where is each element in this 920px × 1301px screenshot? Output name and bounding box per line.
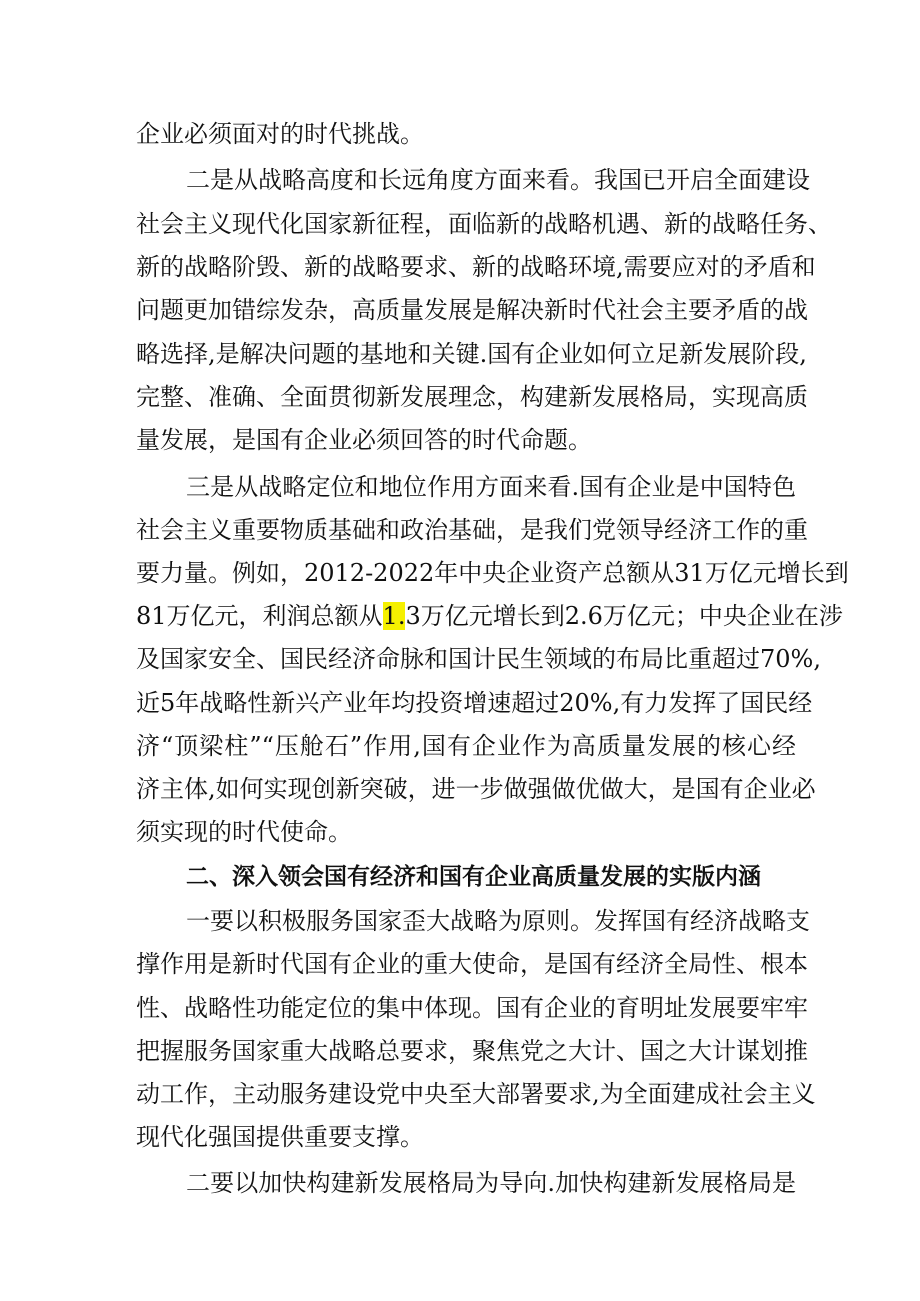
paragraph-line: 把握服务国家重大战略总要求，聚焦党之大计、国之大计谋划推 xyxy=(136,1037,808,1065)
paragraph-line: 及国家安全、国民经济命脉和国计民生领域的布局比重超过70%, xyxy=(136,645,821,673)
paragraph-line: 企业必须面对的时代挑战。 xyxy=(136,120,424,148)
text-segment: 81万亿元，利润总额从 xyxy=(136,602,383,630)
section-heading: 二、深入领会国有经济和国有企业高质量发展的实版内涵 xyxy=(186,864,761,890)
paragraph-line: 济主体,如何实现创新突破，进一步做强做优做大，是国有企业必 xyxy=(136,775,816,803)
paragraph-line: 问题更加错综发杂，高质量发展是解决新时代社会主要矛盾的战 xyxy=(136,296,808,324)
paragraph-line: 性、战略性功能定位的集中体现。国有企业的育明址发展要牢牢 xyxy=(136,994,808,1022)
paragraph-line: 社会主义重要物质基础和政治基础，是我们党领导经济工作的重 xyxy=(136,516,808,544)
paragraph-line: 一要以积极服务国家歪大战略为原则。发挥国有经济战略支 xyxy=(186,907,810,935)
paragraph-line: 完整、准确、全面贯彻新发展理念，构建新发展格局，实现高质 xyxy=(136,383,808,411)
paragraph-line: 新的战略阶毁、新的战略要求、新的战略环境,需要应对的矛盾和 xyxy=(136,253,816,281)
paragraph-line: 社会主义现代化国家新征程，面临新的战略机遇、新的战略任务、 xyxy=(136,210,832,238)
paragraph-line: 须实现的时代使命。 xyxy=(136,818,352,846)
paragraph-line: 二是从战略高度和长远角度方面来看。我国已开启全面建设 xyxy=(186,166,810,194)
text-segment: 3万亿元增长到2.6万亿元；中央企业在涉 xyxy=(405,602,843,630)
paragraph-line: 撑作用是新时代国有企业的重大使命，是国有经济全局性、根本 xyxy=(136,950,808,978)
paragraph-line: 动工作，主动服务建设党中央至大部署要求,为全面建成社会主义 xyxy=(136,1080,816,1108)
paragraph-line: 要力量。例如，2012-2022年中央企业资产总额从31万亿元增长到 xyxy=(136,559,849,587)
highlighted-text: 1. xyxy=(382,602,406,630)
paragraph-line: 量发展，是国有企业必须回答的时代命题。 xyxy=(136,426,592,454)
paragraph-line: 二要以加快构建新发展格局为导向.加快构建新发展格局是 xyxy=(186,1169,796,1197)
paragraph-line: 三是从战略定位和地位作用方面来看.国有企业是中国特色 xyxy=(186,473,796,501)
paragraph-line: 济“顶梁柱”“压舱石”作用,国有企业作为高质量发展的核心经 xyxy=(136,732,796,760)
paragraph-line: 近5年战略性新兴产业年均投资增速超过20%,有力发挥了国民经 xyxy=(136,689,813,717)
paragraph-line: 略选择,是解决问题的基地和关键.国有企业如何立足新发展阶段, xyxy=(136,340,807,368)
paragraph-line-highlighted xyxy=(136,596,843,636)
paragraph-line: 现代化强国提供重要支撑。 xyxy=(136,1123,424,1151)
